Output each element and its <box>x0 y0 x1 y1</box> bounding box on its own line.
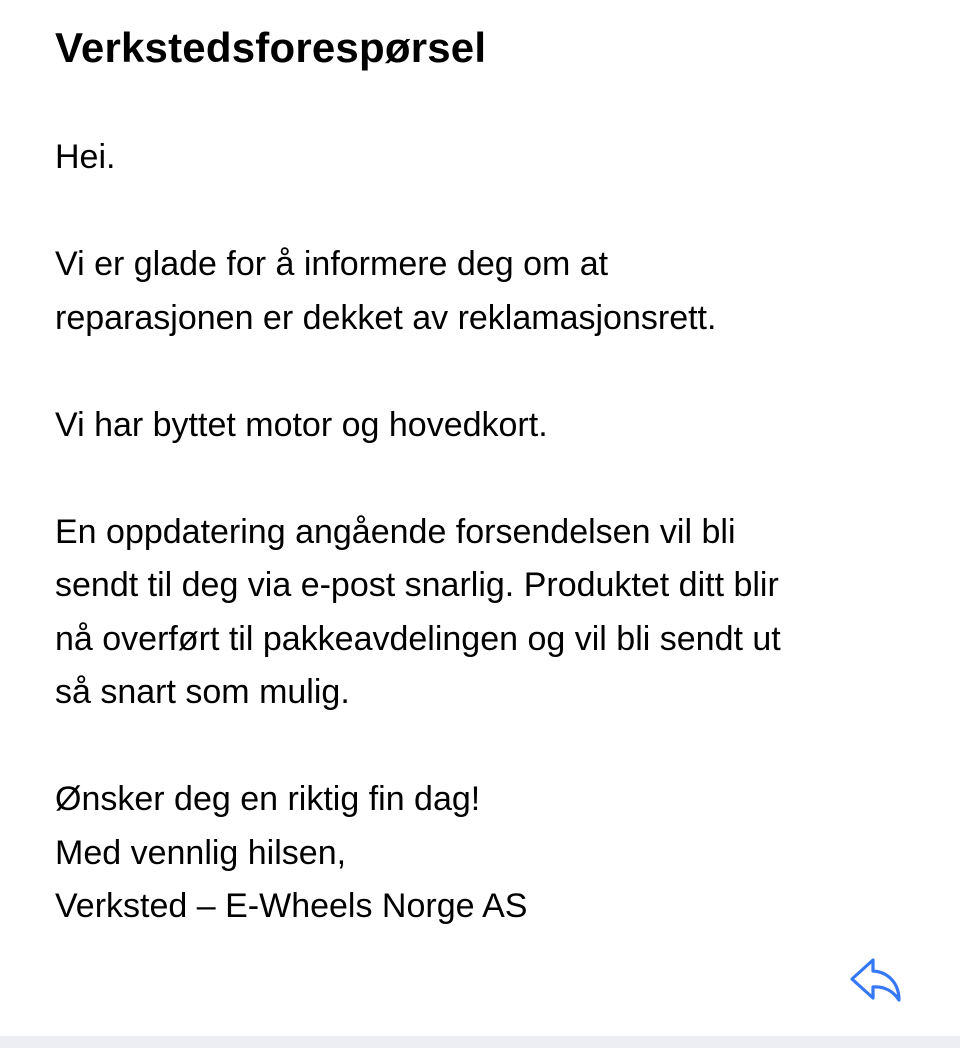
closing-regards: Med vennlig hilsen, <box>55 833 347 872</box>
closing-wish: Ønsker deg en riktig fin dag! <box>55 780 481 818</box>
reply-arrow-icon <box>846 954 906 1008</box>
bottom-strip <box>0 1036 960 1048</box>
body-line: nå overført til pakkeavdelingen og vil bli sendt ut <box>55 619 781 658</box>
repair-paragraph <box>55 399 935 453</box>
email-subject: Verkstedsforespørsel <box>55 24 487 71</box>
greeting-paragraph <box>55 131 935 185</box>
reply-button[interactable] <box>846 954 906 1008</box>
body-line: sendt til deg via e-post snarlig. Produktet ditt blir <box>55 566 779 604</box>
body-line: En oppdatering angående forsendelsen vil bli <box>55 512 736 551</box>
body-line: Vi er glade for å informere deg om at <box>55 245 609 283</box>
sender-signature: Verksted – E-Wheels Norge AS <box>55 887 528 925</box>
body-line: reparasjonen er dekket av reklamasjonsrett. <box>55 298 717 337</box>
shipping-paragraph <box>55 506 935 720</box>
closing-paragraph <box>55 773 935 934</box>
greeting-text: Hei. <box>55 138 116 176</box>
warranty-paragraph <box>55 238 935 345</box>
body-line: så snart som mulig. <box>55 673 350 711</box>
email-body <box>55 131 935 934</box>
body-line: Vi har byttet motor og hovedkort. <box>55 405 548 444</box>
